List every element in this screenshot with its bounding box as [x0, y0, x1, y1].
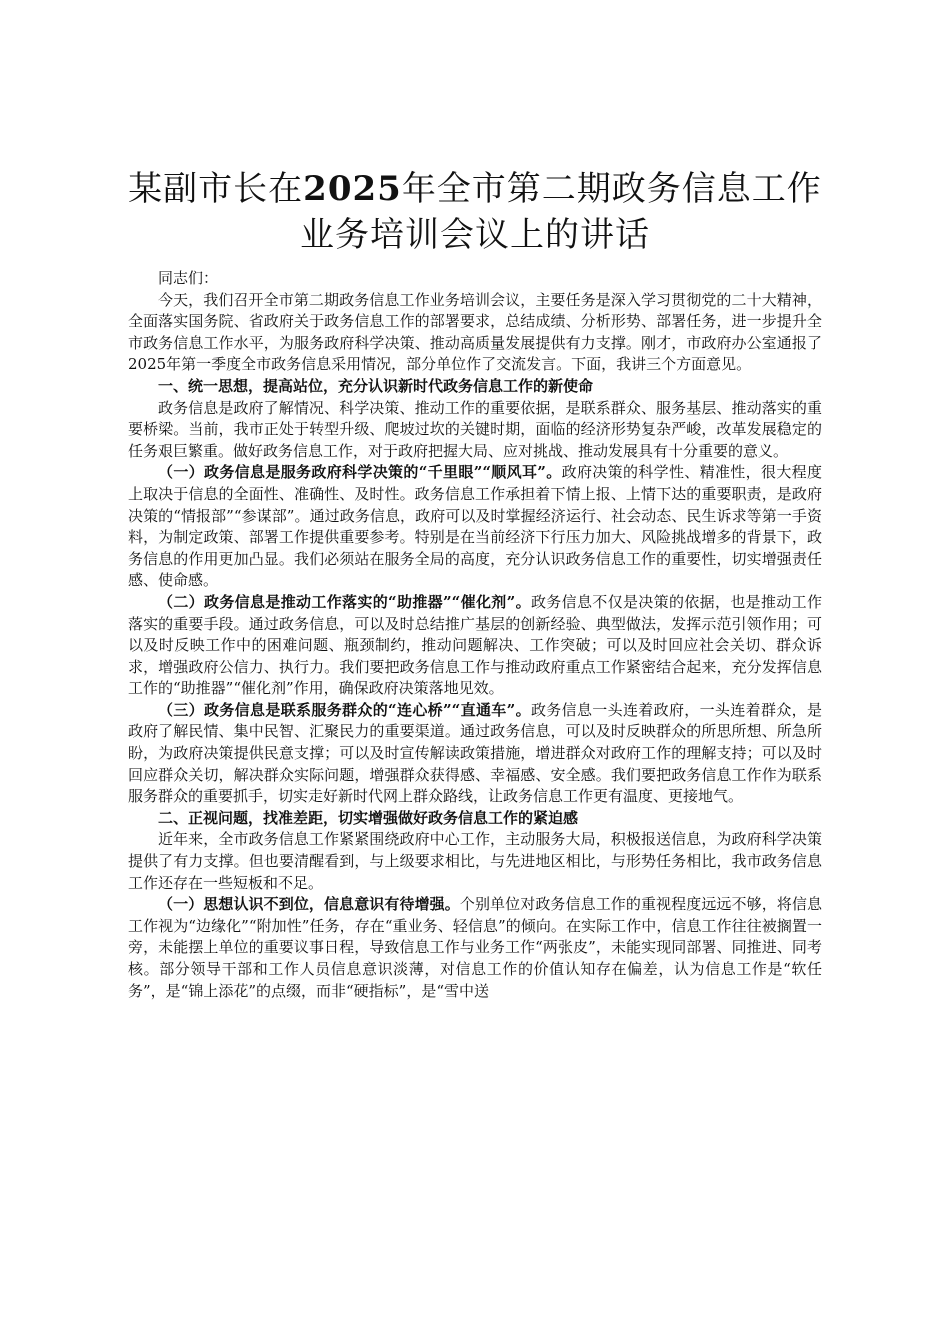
- section-2-item-1: [128, 894, 822, 1002]
- title-line-1-pre: 某副市长在: [128, 169, 304, 209]
- section-1-item-3-text: 政务信息一头连着政府，一头连着群众，是政府了解民情、集中民智、汇聚民力的重要渠道。通过政务信息，可以及时反映群众的所思所想、所急所盼，为政府决策提供民意支撑；可以及时宣传解读政策措施，增进群众对政府工作的理解支持；可以及时回应群众关切，解决群众实际问题，增强群众获得感、幸福感、安全感。我们要把政务信息工作作为联系服务群众的重要抓手，切实走好新时代网上群众路线，让政务信息工作更有温度、更接地气。: [128, 700, 822, 806]
- title-year: 2025: [303, 169, 402, 209]
- section-1-item-1: [128, 462, 822, 592]
- section-1-item-3: [128, 700, 822, 808]
- title-line-2: 业务培训会议上的讲话: [300, 215, 650, 255]
- section-2-item-1-text: 个别单位对政务信息工作的重视程度远远不够，将信息工作视为“边缘化”“附加性”任务，存在“重业务、轻信息”的倾向。在实际工作中，信息工作往往被搁置一旁，未能摆上单位的重要议事日程，导致信息工作与业务工作“两张皮”，未能实现同部署、同推进、同考核。部分领导干部和工作人员信息意识淡薄，对信息工作的价值认知存在偏差，认为信息工作是“软任务”，是“锦上添花”的点缀，而非“硬指标”，是“雪中送: [128, 895, 822, 1000]
- section-2-heading: 二、正视问题，找准差距，切实增强做好政务信息工作的紧迫感: [158, 808, 579, 827]
- intro-paragraph: 今天，我们召开全市第二期政务信息工作业务培训会议，主要任务是深入学习贯彻党的二十大精神，全面落实国务院、省政府关于政务信息工作的部署要求，总结成绩、分析形势、部署任务，进一步提升全市政务信息工作水平，为服务政府科学决策、推动高质量发展提供有力支撑。刚才，市政府办公室通报了2025年第一季度全市政务信息采用情况，部分单位作了交流发言。下面，我讲三个方面意见。: [128, 290, 822, 374]
- section-1-item-2: [128, 592, 822, 700]
- document-page: [128, 166, 822, 1002]
- document-title: [128, 166, 822, 258]
- section-2-body: 近年来，全市政务信息工作紧紧围绕政府中心工作，主动服务大局，积极报送信息，为政府科学决策提供了有力支撑。但也要清醒看到，与上级要求相比，与先进地区相比，与形势任务相比，我市政务信息工作还存在一些短板和不足。: [128, 830, 822, 892]
- section-1-heading: 一、统一思想，提高站位，充分认识新时代政务信息工作的新使命: [158, 376, 594, 395]
- section-1-body: 政务信息是政府了解情况、科学决策、推动工作的重要依据，是联系群众、服务基层、推动落实的重要桥梁。当前，我市正处于转型升级、爬坡过坎的关键时期，面临的经济形势复杂严峻，改革发展稳定的任务艰巨繁重。做好政务信息工作，对于政府把握大局、应对挑战、推动发展具有十分重要的意义。: [128, 398, 822, 460]
- title-line-1: [128, 166, 822, 212]
- title-line-1-post: 年全市第二期政务信息工作: [401, 169, 822, 209]
- section-1-item-2-lead: （二）政务信息是推动工作落实的“助推器”“催化剂”。: [158, 592, 531, 611]
- section-1-item-3-lead: （三）政务信息是联系服务群众的“连心桥”“直通车”。: [158, 700, 531, 719]
- section-1-item-1-lead: （一）政务信息是服务政府科学决策的“千里眼”“顺风耳”。: [158, 463, 562, 482]
- section-1-item-1-text: 政府决策的科学性、精准性，很大程度上取决于信息的全面性、准确性、及时性。政务信息工作承担着下情上报、上情下达的重要职责，是政府决策的“情报部”“参谋部”。通过政务信息，政府可以及时掌握经济运行、社会动态、民生诉求等第一手资料，为制定政策、部署工作提供重要参考。特别是在当前经济下行压力加大、风险挑战增多的背景下，政务信息的作用更加凸显。我们必须站在服务全局的高度，充分认识政务信息工作的重要性，切实增强责任感、使命感。: [128, 463, 822, 590]
- salutation: 同志们：: [158, 269, 219, 287]
- section-1-item-2-text: 政务信息不仅是决策的依据，也是推动工作落实的重要手段。通过政务信息，可以及时总结推广基层的创新经验、典型做法，发挥示范引领作用；可以及时反映工作中的困难问题、瓶颈制约，推动问题解决、工作突破；可以及时回应社会关切、群众诉求，增强政府公信力、执行力。我们要把政务信息工作与推动政府重点工作紧密结合起来，充分发挥信息工作的“助推器”“催化剂”作用，确保政府决策落地见效。: [128, 592, 822, 698]
- section-2-item-1-lead: （一）思想认识不到位，信息意识有待增强。: [158, 895, 460, 914]
